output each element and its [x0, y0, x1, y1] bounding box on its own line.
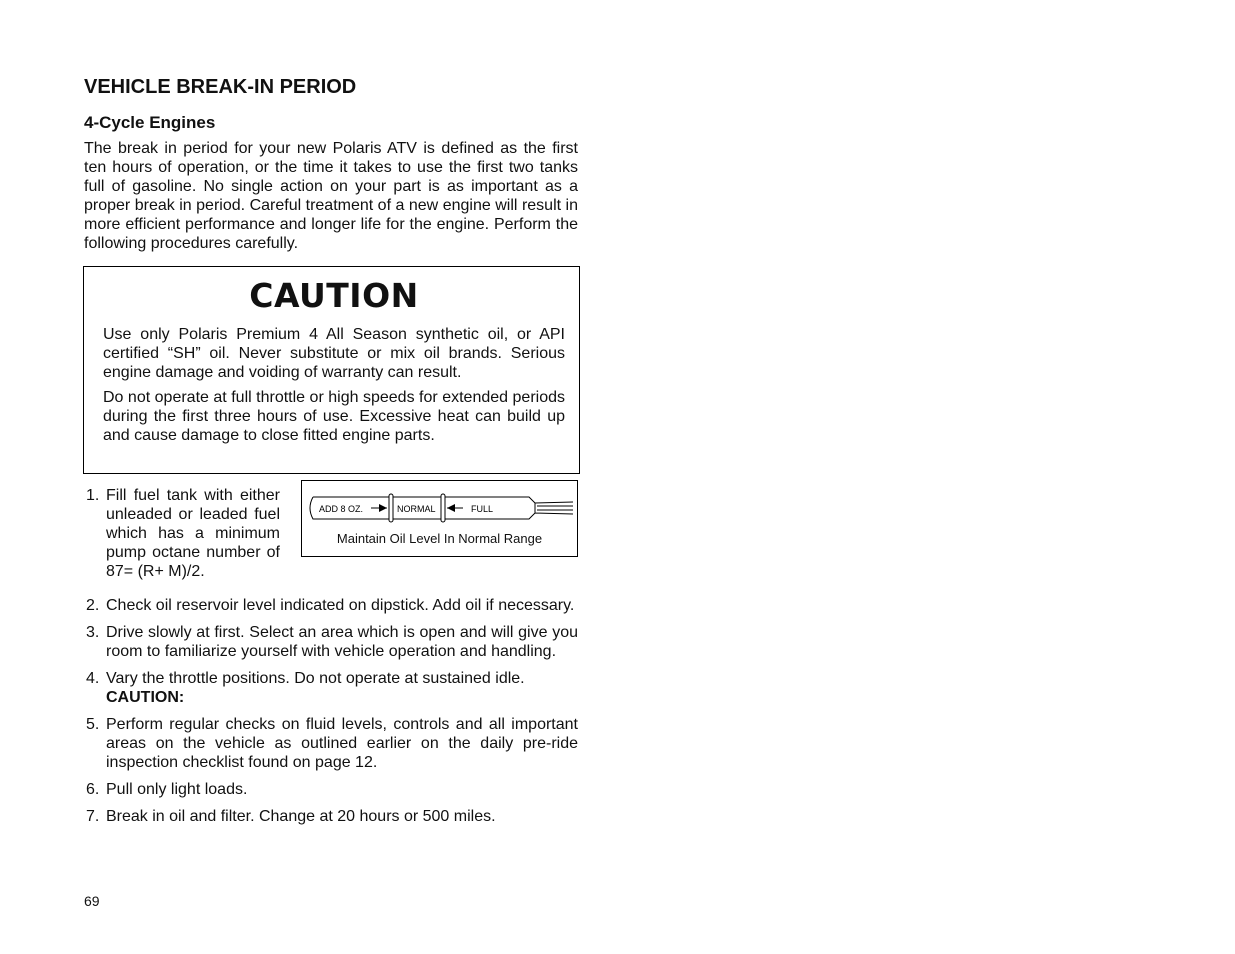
list-item [84, 715, 578, 772]
list-item [84, 780, 578, 799]
section-heading: VEHICLE BREAK-IN PERIOD [84, 76, 357, 98]
caution-box [83, 266, 580, 474]
page-number: 69 [84, 893, 100, 909]
intro-paragraph: The break in period for your new Polaris ATV is defined as the first ten hours of operation, or the time it takes to use the first two tanks full of gasoline. No single action on your part is as important as a proper break in period. Careful treatment of a new engine will result in more efficient performance and longer life for the engine. Perform the following procedures carefully. [84, 140, 578, 252]
list-item [84, 807, 578, 826]
caution-paragraph: Use only Polaris Premium 4 All Season synthetic oil, or API certified “SH” oil. Never substitute or mix oil brands. Serious engine damage and voiding of warranty can result. [103, 326, 565, 381]
dipstick-figure [301, 480, 578, 557]
step-number: 4. [86, 670, 100, 687]
subsection-heading: 4-Cycle Engines [84, 113, 216, 132]
step-text: Check oil reservoir level indicated on dipstick. Add oil if necessary. [106, 597, 575, 614]
step-one-row [84, 486, 578, 589]
step-number: 6. [86, 781, 100, 798]
step-text: Drive slowly at first. Select an area which is open and will give you room to familiarize yourself with vehicle operation and handling. [106, 624, 578, 660]
dipstick-diagram [307, 491, 575, 525]
step-caution-label: CAUTION: [106, 689, 185, 706]
list-item [84, 486, 280, 581]
caution-paragraph: Do not operate at full throttle or high speeds for extended periods during the first three hours of use. Excessive heat can build up and cause damage to close fitted engine parts. [103, 389, 565, 444]
add-oil-label: ADD 8 OZ. [319, 504, 364, 514]
step-number: 5. [86, 716, 100, 733]
step-text: Vary the throttle positions. Do not operate at sustained idle. [106, 670, 525, 687]
page-column [84, 74, 578, 834]
full-label: FULL [471, 504, 494, 514]
step-number: 7. [86, 808, 100, 825]
list-item [84, 623, 578, 661]
procedure-list [84, 486, 578, 826]
figure-caption: Maintain Oil Level In Normal Range [336, 531, 543, 546]
step-text: Break in oil and filter. Change at 20 hours or 500 miles. [106, 808, 496, 825]
step-text: Perform regular checks on fluid levels, controls and all important areas on the vehicle as outlined earlier on the daily pre-ride inspection checklist found on page 12. [106, 716, 578, 771]
step-number: 3. [86, 624, 100, 641]
list-item [84, 596, 578, 615]
caution-title: CAUTION [249, 276, 419, 315]
step-text: Fill fuel tank with either unleaded or leaded fuel which has a minimum pump octane number of 87= (R+ M)/2. [106, 487, 280, 580]
step-text: Pull only light loads. [106, 781, 248, 798]
step-number: 2. [86, 597, 100, 614]
normal-label: NORMAL [397, 504, 436, 514]
step-number: 1. [86, 487, 100, 504]
list-item [84, 669, 578, 707]
